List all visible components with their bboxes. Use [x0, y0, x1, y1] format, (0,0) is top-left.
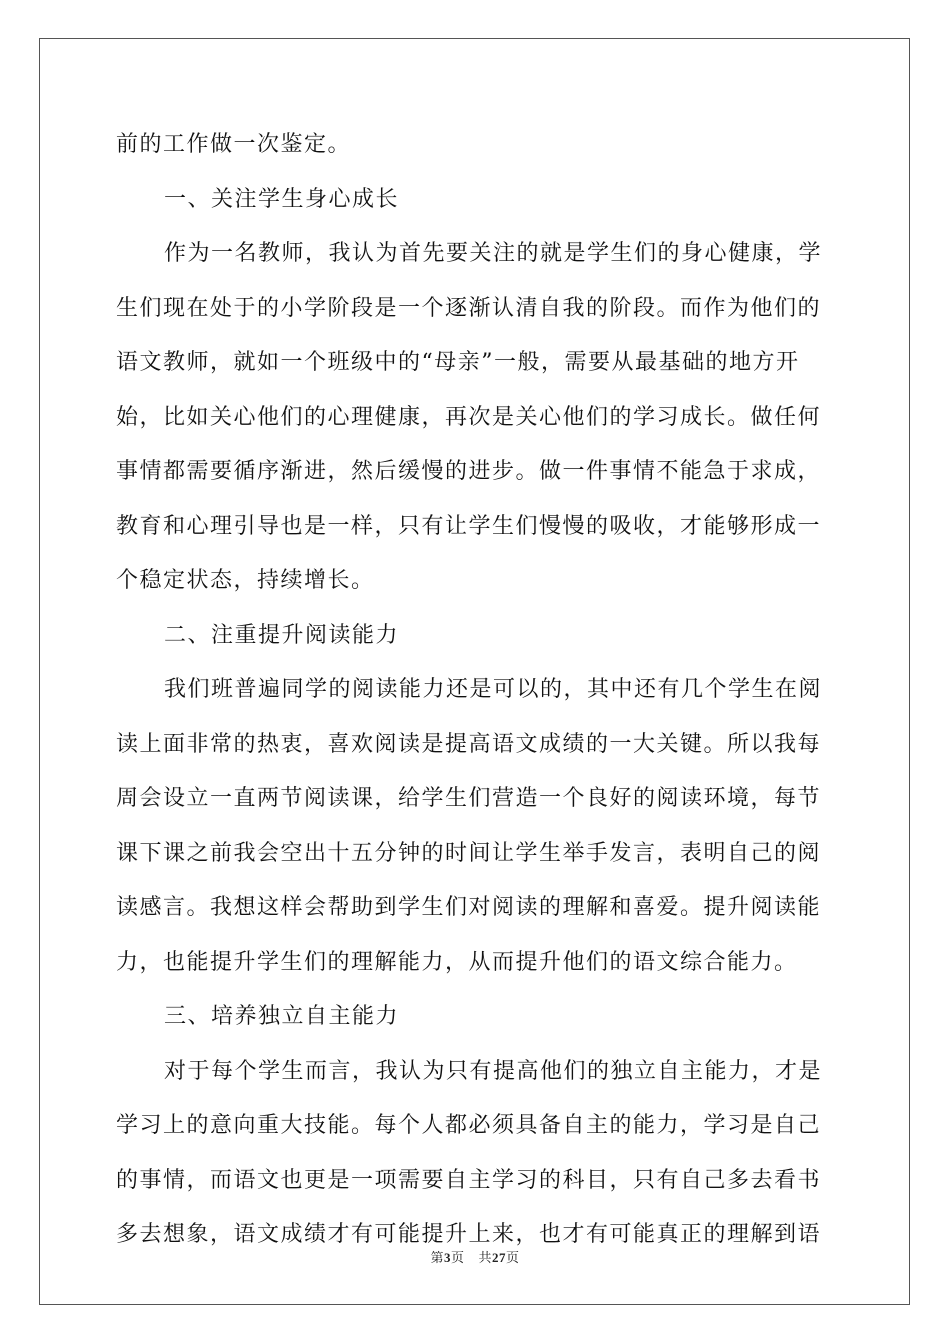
- text-line: 始，比如关心他们的心理健康，再次是关心他们的学习成长。做任何: [116, 404, 822, 430]
- total-suffix: 页: [506, 1250, 520, 1265]
- text-line: 的事情，而语文也更是一项需要自主学习的科目，只有自己多去看书: [116, 1167, 822, 1193]
- text-line: 我们班普遍同学的阅读能力还是可以的，其中还有几个学生在阅: [164, 677, 823, 702]
- text-line: 教育和心理引导也是一样，只有让学生们慢慢的吸收，才能够形成一: [116, 513, 822, 539]
- text-line: 前的工作做一次鉴定。: [116, 132, 352, 157]
- text-line: 个稳定状态，持续增长。: [116, 568, 375, 593]
- text-line: 学习上的意向重大技能。每个人都必须具备自主的能力，学习是自己: [116, 1113, 822, 1138]
- text-line: 力，也能提升学生们的理解能力，从而提升他们的语文综合能力。: [116, 949, 798, 975]
- text-line: 读感言。我想这样会帮助到学生们对阅读的理解和喜爱。提升阅读能: [116, 895, 822, 920]
- text-line: 生们现在处于的小学阶段是一个逐渐认清自我的阶段。而作为他们的: [116, 295, 822, 321]
- text-line: 周会设立一直两节阅读课，给学生们营造一个良好的阅读环境，每节: [116, 786, 822, 811]
- page-suffix: 页: [450, 1250, 465, 1265]
- text-line: 作为一名教师，我认为首先要关注的就是学生们的身心健康，学: [164, 241, 823, 266]
- text-line: 课下课之前我会空出十五分钟的时间让学生举手发言，表明自己的阅: [116, 840, 822, 866]
- page-prefix: 第: [430, 1250, 444, 1265]
- document-body: [116, 126, 836, 1271]
- text-line: 读上面非常的热衷，喜欢阅读是提高语文成绩的一大关键。所以我每: [116, 731, 822, 757]
- text-line: 对于每个学生而言，我认为只有提高他们的独立自主能力，才是: [164, 1058, 823, 1084]
- section-heading: 二、注重提升阅读能力: [164, 622, 400, 648]
- text-line: 语文教师，就如一个班级中的“母亲”一般，需要从最基础的地方开: [116, 350, 800, 375]
- total-prefix: 共: [478, 1250, 493, 1265]
- text-line: 多去想象，语文成绩才有可能提升上来，也才有可能真正的理解到语: [116, 1222, 822, 1247]
- text-line: 事情都需要循序渐进，然后缓慢的进步。做一件事情不能急于求成，: [116, 459, 822, 484]
- section-heading: 一、关注学生身心成长: [164, 186, 400, 212]
- section-heading: 三、培养独立自主能力: [164, 1004, 400, 1029]
- total-pages: 27: [492, 1250, 507, 1265]
- page-footer: [0, 1247, 950, 1266]
- page-number: 3: [443, 1250, 451, 1265]
